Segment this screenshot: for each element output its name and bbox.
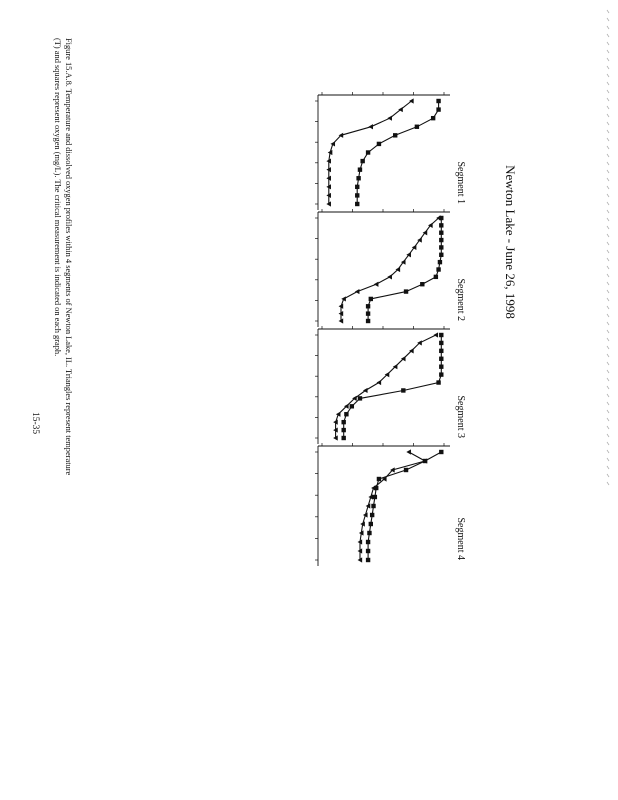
scan-speck [607,426,609,429]
scan-speck [607,338,609,341]
oxygen-data-point [370,513,374,517]
scan-speck [607,474,609,477]
oxygen-data-point [377,142,381,146]
oxygen-data-point [369,297,373,301]
oxygen-data-point [438,260,442,264]
scan-speck [607,282,609,285]
scan-speck [607,114,609,117]
scan-speck [607,482,609,485]
oxygen-data-point [366,304,370,308]
scan-speck [607,354,609,357]
oxygen-data-point [366,540,370,544]
oxygen-data-point [355,185,359,189]
oxygen-data-point [439,357,443,361]
oxygen-data-point [439,253,443,257]
scan-speck [607,26,609,29]
scan-speck [607,322,609,325]
oxygen-data-point [367,531,371,535]
oxygen-data-point [420,282,424,286]
scan-speck [607,58,609,61]
oxygen-data-point [401,388,405,392]
scan-speck [607,154,609,157]
oxygen-data-point [356,176,360,180]
scan-speck [607,98,609,101]
scan-speck [607,42,609,45]
segment-panel-3 [315,326,466,444]
scan-speck [607,130,609,133]
scan-speck [607,178,609,181]
oxygen-data-point [369,522,373,526]
scan-speck [607,234,609,237]
oxygen-data-point [436,107,440,111]
segment-label: Segment 3 [455,395,466,438]
scan-speck [607,138,609,141]
scan-speck [607,18,609,21]
scan-speck [607,74,609,77]
scan-speck [607,290,609,293]
scan-speck [607,34,609,37]
oxygen-data-point [377,477,381,481]
oxygen-data-point [439,349,443,353]
temperature-data-point [355,289,360,294]
oxygen-data-point [371,504,375,508]
scan-speck [607,450,609,453]
temperature-data-point [406,449,411,454]
scan-speck [607,186,609,189]
scan-speck [607,378,609,381]
scan-speck [607,434,609,437]
oxygen-data-point [439,450,443,454]
oxygen-data-point [393,133,397,137]
oxygen-data-point [355,202,359,206]
scan-speck [607,250,609,253]
oxygen-data-point [366,558,370,562]
oxygen-data-point [434,275,438,279]
oxygen-data-point [341,428,345,432]
scan-speck [607,370,609,373]
oxygen-data-point [439,245,443,249]
scan-speck [607,258,609,261]
oxygen-data-point [366,549,370,553]
oxygen-data-point [439,341,443,345]
segment-panel-4 [315,443,466,566]
scan-speck [607,170,609,173]
scan-speck [607,298,609,301]
oxygen-data-point [358,396,362,400]
oxygen-data-point [436,267,440,271]
oxygen-data-point [355,193,359,197]
temperature-data-point [433,332,438,337]
oxygen-data-point [439,231,443,235]
scan-speck [607,266,609,269]
oxygen-data-point [373,495,377,499]
oxygen-data-point [366,150,370,154]
figure-caption-line-2: (T) and squares represent oxygen (mg/L). The critical measurement is indicated on each graph. [53,38,62,357]
scan-specks [607,10,609,485]
oxygen-data-point [360,159,364,163]
scan-speck [607,146,609,149]
scan-speck [607,314,609,317]
oxygen-data-point [358,167,362,171]
scan-speck [607,106,609,109]
oxygen-data-point [439,238,443,242]
scan-speck [607,402,609,405]
oxygen-data-point [439,372,443,376]
oxygen-data-point [439,223,443,227]
scan-speck [607,66,609,69]
scan-speck [607,306,609,309]
scan-speck [607,194,609,197]
chart-panels [315,92,466,566]
oxygen-data-point [341,420,345,424]
oxygen-data-point [436,99,440,103]
scan-speck [607,394,609,397]
scan-speck [607,458,609,461]
oxygen-data-point [439,333,443,337]
scan-speck [607,50,609,53]
scan-speck [607,274,609,277]
temperature-data-point [368,124,373,129]
oxygen-data-point [439,364,443,368]
oxygen-series-line [368,218,441,321]
oxygen-data-point [366,319,370,323]
figure-title: Newton Lake - June 26, 1998 [503,165,518,319]
segment-panel-1 [315,92,466,210]
scan-speck [607,442,609,445]
page-number: 15-35 [30,412,40,435]
segment-label: Segment 2 [455,278,466,321]
scan-speck [607,218,609,221]
scan-speck [607,10,609,13]
oxygen-data-point [436,380,440,384]
oxygen-data-point [366,311,370,315]
scan-speck [607,330,609,333]
scan-speck [607,386,609,389]
segment-panel-2 [315,209,466,327]
temperature-data-point [387,116,392,121]
oxygen-data-point [344,412,348,416]
scan-speck [607,418,609,421]
scan-speck [607,226,609,229]
temperature-data-point [387,274,392,279]
oxygen-data-point [431,116,435,120]
scan-speck [607,210,609,213]
scan-speck [607,202,609,205]
oxygen-data-point [350,404,354,408]
scan-speck [607,242,609,245]
scan-speck [607,90,609,93]
scan-speck [607,82,609,85]
segment-label: Segment 4 [455,517,466,560]
oxygen-data-point [415,125,419,129]
temperature-data-point [377,380,382,385]
scan-speck [607,122,609,125]
scan-speck [607,162,609,165]
temperature-data-point [374,282,379,287]
oxygen-series-line [344,335,442,438]
segment-label: Segment 1 [455,161,466,204]
oxygen-data-point [341,436,345,440]
oxygen-data-point [404,289,408,293]
oxygen-data-point [404,468,408,472]
rotated-page-content [30,38,518,566]
scan-speck [607,466,609,469]
scan-speck [607,362,609,365]
figure-caption-line-1: Figure 15.A.8. Temperature and dissolved oxygen profiles within 4 segments of Newton Lake, IL. Triangles represent temperature [64,38,73,476]
scan-speck [607,410,609,413]
scan-speck [607,346,609,349]
